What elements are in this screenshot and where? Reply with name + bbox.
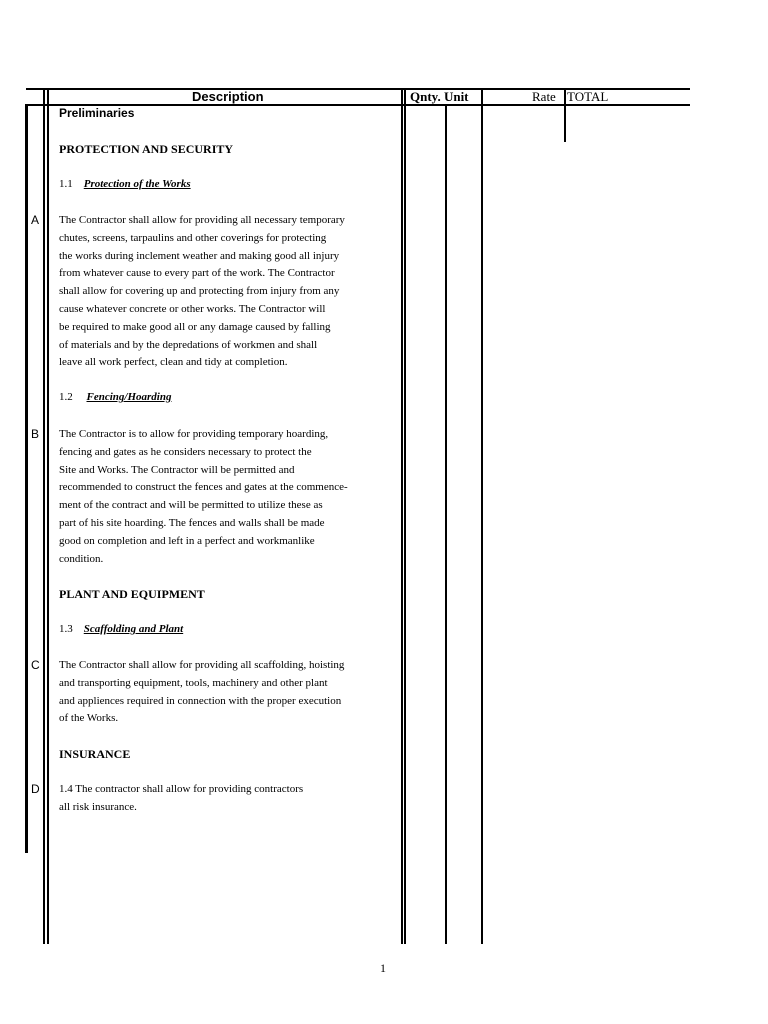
item-letter-a: A [31, 213, 40, 227]
paragraph-line: fencing and gates as he considers necessary to protect the [59, 445, 312, 458]
heading-protection-security: PROTECTION AND SECURITY [59, 142, 234, 156]
paragraph-line: chutes, screens, tarpaulins and other coverings for protecting [59, 231, 327, 244]
subsection-title: Scaffolding and Plant [83, 623, 184, 635]
paragraph-line: part of his site hoarding. The fences and walls shall be made [59, 516, 325, 529]
subsection-number: 1.3 [59, 623, 73, 635]
paragraph-b [59, 426, 348, 568]
header-rate: Rate [532, 89, 556, 104]
description-left-rule-1 [43, 88, 45, 944]
page-number: 1 [380, 961, 386, 975]
paragraph-line: all risk insurance. [59, 800, 137, 813]
paragraph-c [59, 657, 344, 728]
qnty-left-rule-2 [404, 88, 406, 944]
paragraph-line: from whatever cause to every part of the work. The Contractor [59, 267, 335, 280]
qnty-left-rule-1 [401, 88, 403, 944]
paragraph-line: The Contractor shall allow for providing all necessary temporary [59, 214, 345, 226]
section-title-preliminaries: Preliminaries [59, 106, 135, 120]
paragraph-line: leave all work perfect, clean and tidy at completion. [59, 356, 288, 369]
subsection-number: 1.1 [59, 178, 73, 190]
subsection-title: Fencing/Hoarding [86, 391, 172, 403]
heading-insurance: INSURANCE [59, 747, 131, 761]
header-qnty-unit: Qnty. Unit [410, 89, 469, 104]
paragraph-line: condition. [59, 552, 104, 565]
paragraph-line: the works during inclement weather and making good all injury [59, 249, 340, 262]
paragraph-line: and appliences required in connection with the proper execution [59, 694, 342, 707]
total-left-rule [564, 88, 566, 142]
paragraph-line: shall allow for covering up and protecting from injury from any [59, 285, 340, 298]
unit-left-rule [445, 106, 447, 944]
rate-left-rule [481, 88, 483, 944]
header-description: Description [192, 89, 264, 104]
paragraph-line: cause whatever concrete or other works. The Contractor will [59, 302, 326, 315]
item-letter-c: C [31, 658, 40, 672]
paragraph-line: good on completion and left in a perfect and workmanlike [59, 534, 315, 547]
paragraph-line: The Contractor is to allow for providing temporary hoarding, [59, 428, 329, 440]
header-total: TOTAL [567, 89, 609, 104]
paragraph-line: The Contractor shall allow for providing all scaffolding, hoisting [59, 659, 345, 671]
subsection-number: 1.2 [59, 391, 73, 403]
heading-plant-equipment: PLANT AND EQUIPMENT [59, 587, 205, 601]
subsection-1-3 [59, 623, 183, 635]
paragraph-line: of the Works. [59, 712, 119, 725]
paragraph-a [59, 212, 345, 372]
subsection-title: Protection of the Works [83, 178, 191, 190]
paragraph-line: and transporting equipment, tools, machinery and other plant [59, 676, 328, 689]
paragraph-line: recommended to construct the fences and gates at the commence- [59, 481, 348, 494]
description-left-rule-2 [47, 88, 49, 944]
paragraph-line: ment of the contract and will be permitted to utilize these as [59, 499, 323, 512]
paragraph-line: be required to make good all or any damage caused by falling [59, 320, 331, 333]
subsection-1-1 [59, 178, 191, 190]
paragraph-line: Site and Works. The Contractor will be permitted and [59, 463, 295, 476]
item-letter-d: D [31, 782, 40, 796]
paragraph-line: 1.4 The contractor shall allow for providing contractors [59, 783, 304, 795]
left-outer-rule [25, 104, 28, 853]
paragraph-line: of materials and by the depredations of workmen and shall [59, 338, 318, 351]
subsection-1-2 [59, 391, 171, 403]
item-letter-b: B [31, 427, 40, 441]
paragraph-d [59, 781, 303, 817]
